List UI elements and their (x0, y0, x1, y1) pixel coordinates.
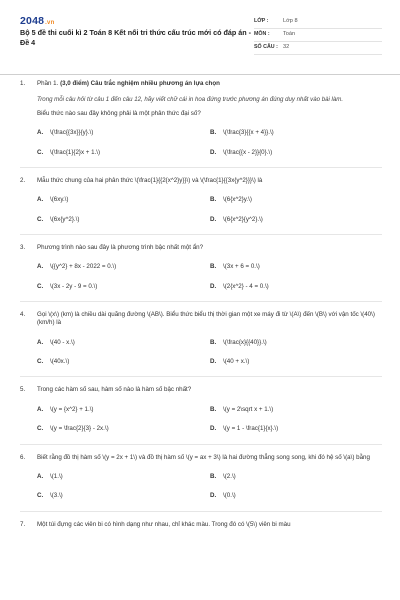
option-letter: D. (210, 282, 217, 290)
option-letter: A. (37, 196, 44, 204)
option-letter: C. (37, 215, 44, 223)
option-text: \(6x{y^2}.\) (50, 215, 80, 223)
option-c[interactable] (37, 358, 210, 366)
option-text: \(\frac{x}{{40}}.\) (223, 338, 267, 346)
option-letter: B. (210, 196, 217, 204)
question-number: 4. (20, 311, 26, 319)
option-letter: D. (210, 358, 217, 366)
question-text: Biết rằng đồ thị hàm số \(y = 2x + 1\) và đồ thị hàm số \(y = ax + 3\) là hai đường thẳng song song, khi đó hệ số \(a\) bằng (37, 453, 370, 461)
part-label: Phần 1. (37, 80, 59, 87)
question-divider (20, 444, 382, 445)
question-divider (20, 376, 382, 377)
option-letter: D. (210, 425, 217, 433)
meta-table (254, 16, 382, 55)
logo-text: 2048 (20, 15, 45, 27)
header-divider (0, 74, 400, 75)
option-letter: C. (37, 282, 44, 290)
answer-options (37, 263, 382, 291)
question-text: Mẫu thức chung của hai phân thức \(\frac{1}{{2{x^2}y}}\) và \(\frac{1}{{3x{y^2}}}\) là (37, 176, 263, 184)
question-prompt: Biểu thức nào sau đây không phải là một phân thức đại số? (37, 109, 201, 117)
option-text: \(3x - 2y - 9 = 0.\) (50, 282, 98, 290)
question-text (37, 80, 382, 88)
answer-options (37, 129, 382, 157)
option-b[interactable] (210, 339, 383, 347)
option-text: \(6xy.\) (50, 196, 69, 204)
option-text: \(y = {x^2} + 1.\) (50, 405, 94, 413)
option-letter: B. (210, 338, 217, 346)
question-number: 2. (20, 176, 26, 184)
option-text: \(40 - x.\) (50, 338, 75, 346)
option-letter: C. (37, 425, 44, 433)
option-letter: C. (37, 358, 44, 366)
question-text: Một túi đựng các viên bi có hình dạng như nhau, chỉ khác màu. Trong đó có \(5\) viên bi màu (37, 520, 291, 528)
option-text: \(2{x^2} - 4 = 0.\) (223, 282, 269, 290)
question-3 (20, 244, 382, 302)
option-letter: C. (37, 492, 44, 500)
option-text: \(\frac{{3x}}{y}.\) (50, 129, 94, 137)
option-text: \(\frac{{x - 2}}{0}.\) (223, 148, 273, 156)
option-b[interactable] (210, 473, 383, 481)
option-text: \({y^2} + 8x - 2022 = 0.\) (50, 263, 117, 271)
option-a[interactable] (37, 473, 210, 481)
option-b[interactable] (210, 196, 383, 204)
option-letter: B. (210, 405, 217, 413)
meta-key: SỐ CÂU : (254, 44, 278, 51)
option-text: \(6{x^2}y.\) (223, 196, 252, 204)
option-text: \(40 + x.\) (223, 358, 250, 366)
answer-options (37, 339, 382, 367)
option-letter: B. (210, 263, 217, 271)
question-6 (20, 454, 382, 512)
meta-row-count (254, 42, 382, 55)
question-number: 6. (20, 453, 26, 461)
option-d[interactable] (210, 216, 383, 224)
option-b[interactable] (210, 406, 383, 414)
option-text: \(y = \frac{2}{3} - 2x.\) (50, 425, 109, 433)
option-letter: A. (37, 472, 44, 480)
option-c[interactable] (37, 149, 210, 157)
meta-value: 32 (283, 44, 290, 51)
option-text: \(2.\) (223, 472, 236, 480)
option-a[interactable] (37, 263, 210, 271)
question-number: 3. (20, 243, 26, 251)
option-d[interactable] (210, 358, 383, 366)
option-text: \(\frac{3}{{x + 4}}.\) (223, 129, 274, 137)
page-header (0, 0, 400, 78)
option-letter: B. (210, 129, 217, 137)
option-letter: A. (37, 405, 44, 413)
option-c[interactable] (37, 216, 210, 224)
question-2 (20, 177, 382, 235)
option-letter: A. (37, 338, 44, 346)
logo-suffix: .vn (45, 20, 55, 26)
option-d[interactable] (210, 149, 383, 157)
meta-key: LỚP : (254, 18, 269, 25)
option-c[interactable] (37, 492, 210, 500)
option-text: \(0.\) (223, 492, 236, 500)
option-text: \(y = 2\sqrt x + 1.\) (223, 405, 274, 413)
option-text: \(\frac{1}{2}x + 1.\) (50, 148, 101, 156)
option-letter: B. (210, 472, 217, 480)
option-text: \(3x + 6 = 0.\) (223, 263, 260, 271)
question-divider (20, 301, 382, 302)
option-d[interactable] (210, 425, 383, 433)
question-1 (20, 80, 382, 168)
meta-row-class (254, 16, 382, 29)
question-number: 5. (20, 386, 26, 394)
option-text: \(40x.\) (50, 358, 70, 366)
answer-options (37, 406, 382, 434)
option-a[interactable] (37, 406, 210, 414)
option-c[interactable] (37, 283, 210, 291)
option-a[interactable] (37, 196, 210, 204)
meta-value: Toán (283, 31, 296, 38)
question-divider (20, 167, 382, 168)
question-number: 7. (20, 520, 26, 528)
option-text: \(6{x^2}{y^2}.\) (223, 215, 263, 223)
option-b[interactable] (210, 129, 383, 137)
meta-key: MÔN : (254, 31, 270, 38)
option-letter: D. (210, 215, 217, 223)
question-divider (20, 234, 382, 235)
question-text: Trong các hàm số sau, hàm số nào là hàm số bậc nhất? (37, 386, 192, 394)
option-c[interactable] (37, 425, 210, 433)
instruction-text: Trong mỗi câu hỏi từ câu 1 đến câu 12, hãy viết chữ cái in hoa đứng trước phương án đúng duy nhất vào bài làm. (37, 96, 344, 104)
question-4 (20, 311, 382, 377)
question-text: Gọi \(x\) (km) là chiều dài quãng đường \(AB\). Biểu thức biểu thị thời gian một xe máy đi từ \(A\) đến \(B\) với vận tốc \(40\) (km/h) là (37, 311, 375, 327)
option-a[interactable] (37, 339, 210, 347)
question-7 (20, 521, 382, 529)
option-text: \(3.\) (50, 492, 63, 500)
answer-options (37, 473, 382, 501)
part-heading: (3,0 điểm) Câu trắc nghiệm nhiều phương án lựa chọn (60, 80, 220, 87)
answer-options (37, 196, 382, 224)
option-d[interactable] (210, 283, 383, 291)
option-b[interactable] (210, 263, 383, 271)
question-text: Phương trình nào sau đây là phương trình bậc nhất một ẩn? (37, 243, 204, 251)
option-letter: A. (37, 129, 44, 137)
option-letter: D. (210, 148, 217, 156)
meta-row-subject (254, 29, 382, 42)
option-text: \(1.\) (50, 472, 63, 480)
question-list (20, 80, 382, 529)
option-d[interactable] (210, 492, 383, 500)
meta-value: Lớp 8 (283, 18, 298, 25)
question-5 (20, 386, 382, 444)
option-letter: A. (37, 263, 44, 271)
option-a[interactable] (37, 129, 210, 137)
site-logo[interactable] (20, 14, 54, 28)
option-letter: C. (37, 148, 44, 156)
document-title: Bộ 5 đề thi cuối kì 2 Toán 8 Kết nối tri thức cấu trúc mới có đáp án - Đề 4 (20, 28, 252, 48)
option-text: \(y = 1 - \frac{1}{x}.\) (223, 425, 279, 433)
option-letter: D. (210, 492, 217, 500)
question-divider (20, 511, 382, 512)
question-number: 1. (20, 80, 26, 87)
